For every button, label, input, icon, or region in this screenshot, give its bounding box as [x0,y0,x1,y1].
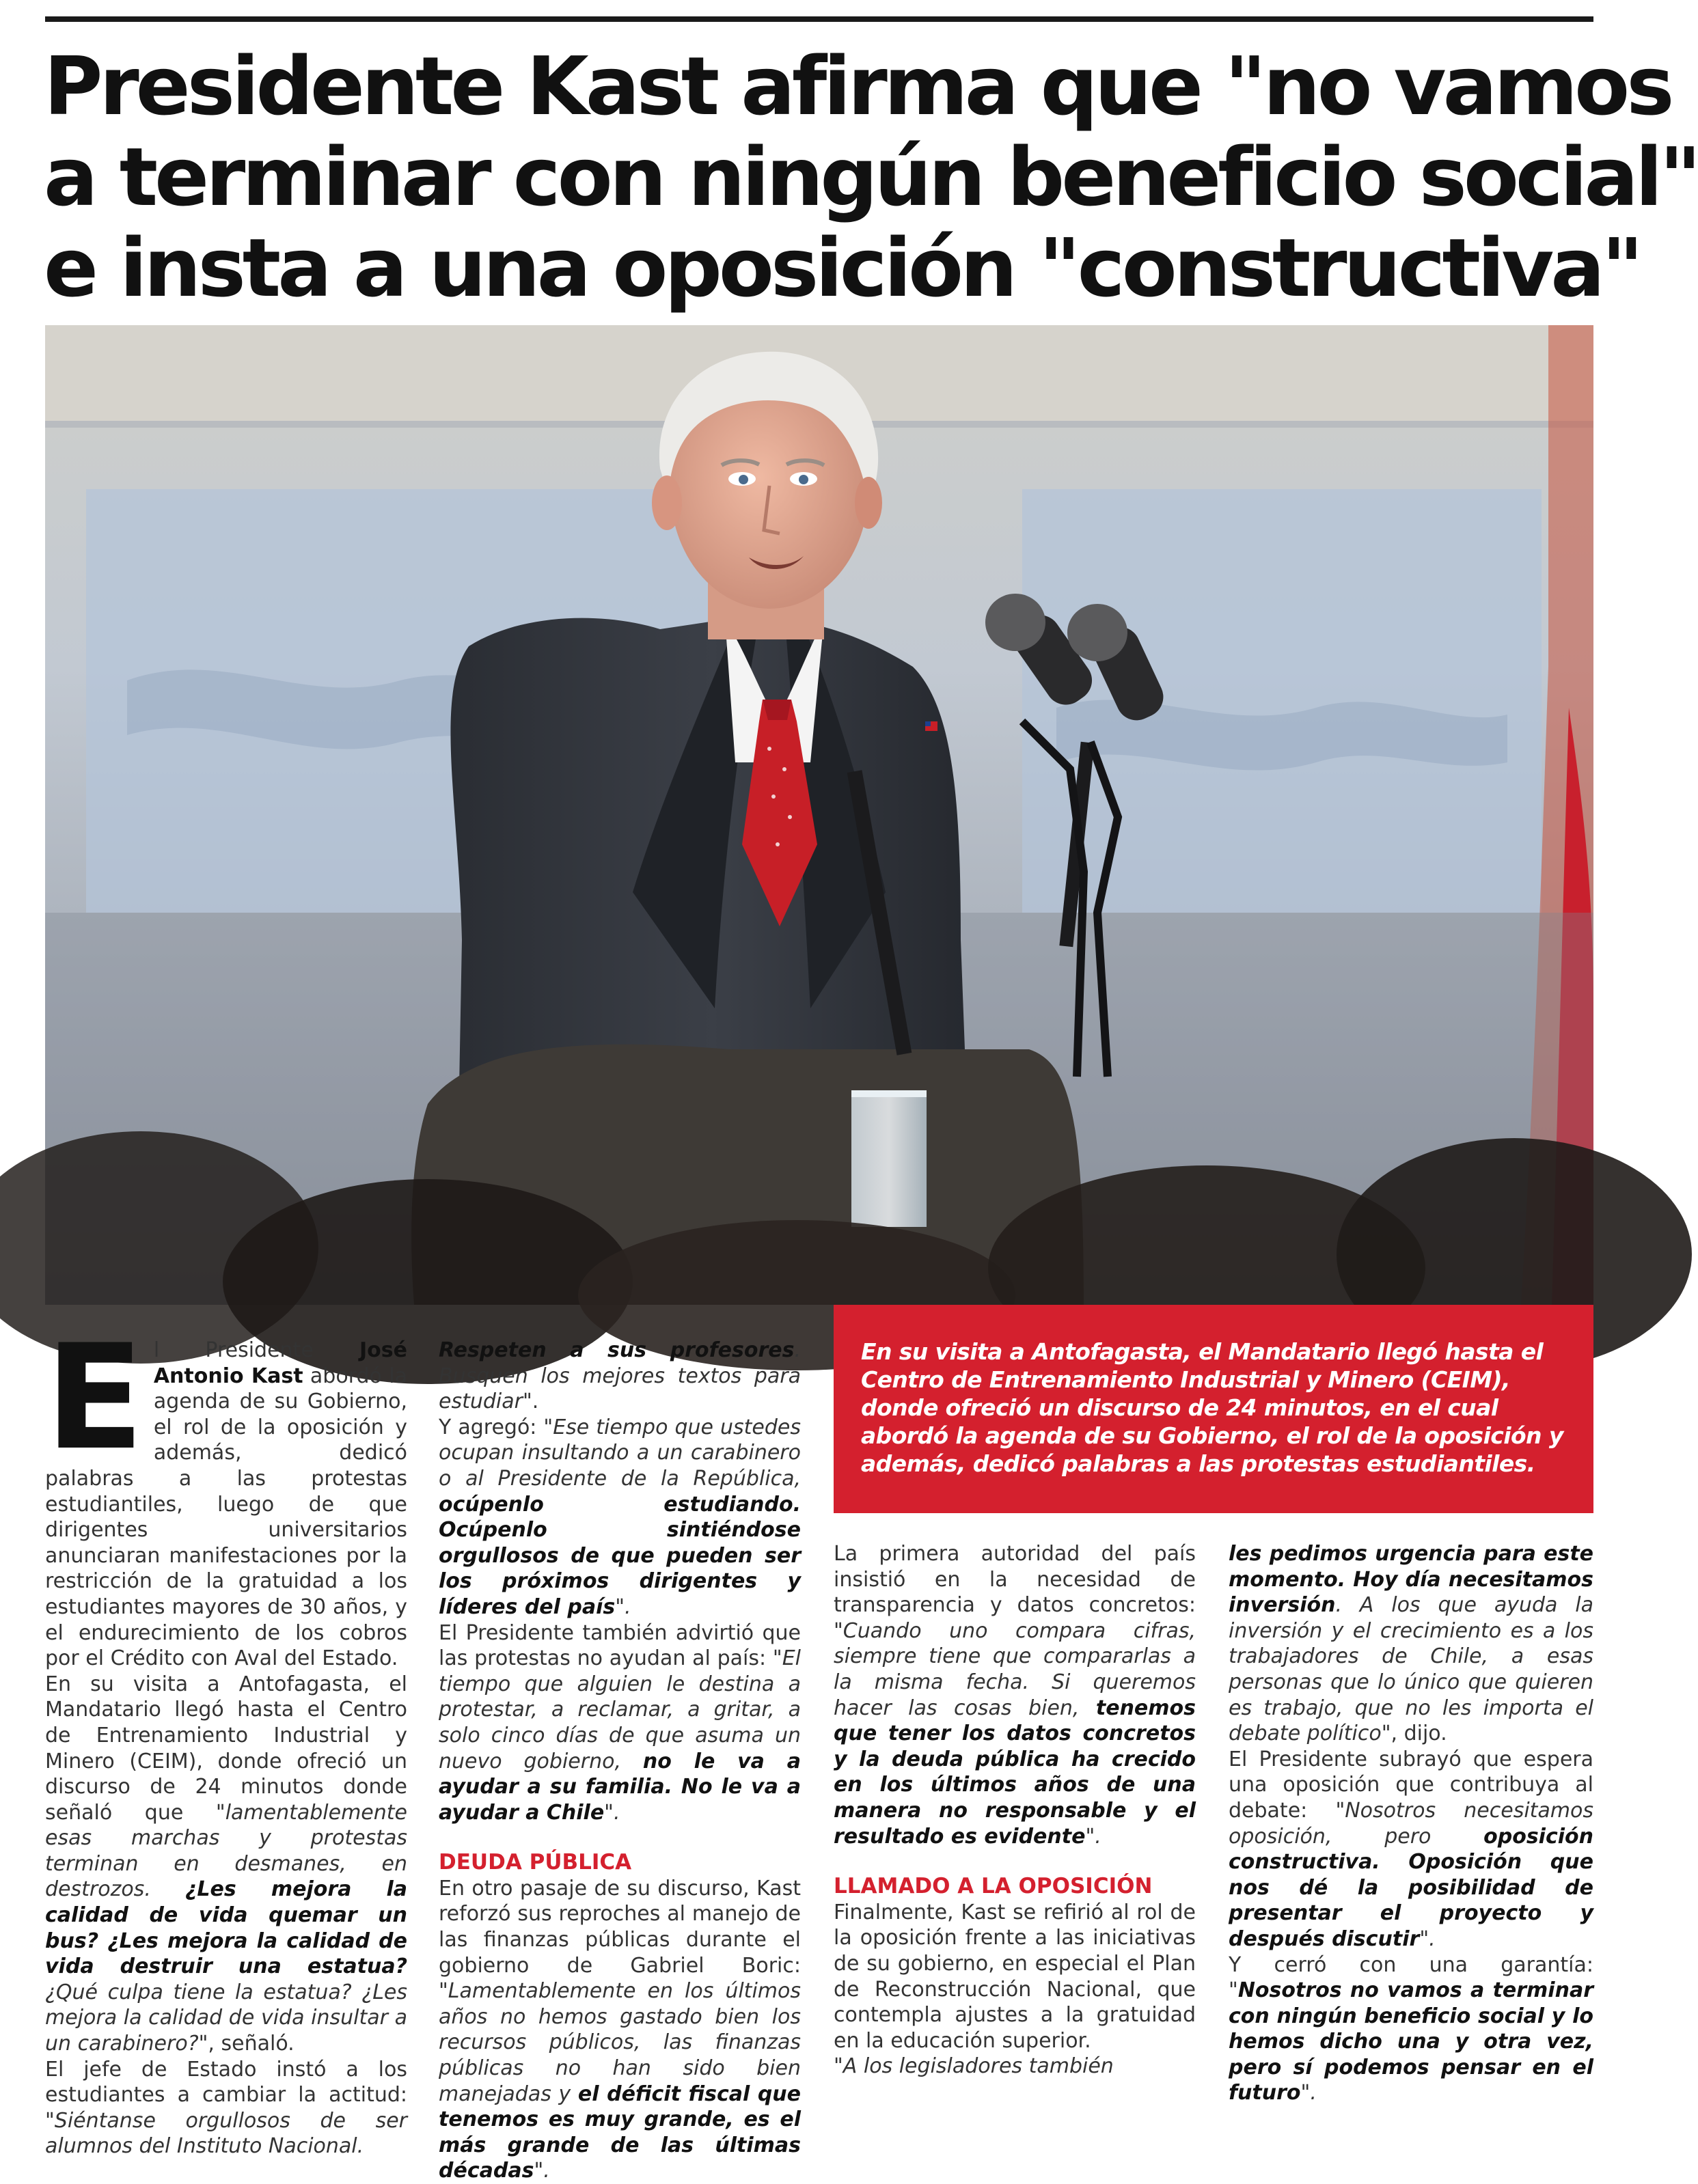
paragraph-3 [45,2057,407,2159]
paragraph-9-cont [1229,1541,1593,1747]
drop-cap: E [45,1313,144,1482]
article-column-4 [1229,1541,1593,2106]
p10-bold-quote: oposición constructiva. Oposición que nos dé la posibilidad de presentar el proyecto y después discutir [1229,1824,1593,1951]
p11-text-a: Y cerró con una garantía: [1229,1952,1593,1977]
p7-text-a: La primera autoridad del país insistió en la necesidad de transparencia y datos concretos: [834,1542,1196,1618]
p6-quote-b: "Lamentablemente en los últimos años no hemos gastado bien los recursos públicos, las finanzas públicas no han sido bien manejadas y [439,1979,801,2106]
p3-quote-b: "Siéntanse orgullosos de ser alumnos del Instituto Nacional. [45,2108,407,2159]
subhead-llamado-oposicion: LLAMADO A LA OPOSICIÓN [834,1874,1153,1899]
p1-text-a: l Presidente [153,1338,360,1362]
p11-quote-b: " [1229,1978,1238,2003]
p10-quote-b: "Nosotros necesitamos oposición, pero [1229,1798,1594,1849]
p2-bold-quote: ¿Les mejora la calidad de vida quemar un bus? ¿Les mejora la calidad de vida destruir una estatua? [45,1877,407,1979]
p9-bold-quote: les pedimos urgencia para este momento. Hoy día necesitamos inversión [1229,1542,1593,1618]
p1-bold-name: José Antonio Kast [153,1338,407,1388]
p5-text-a: El Presidente también advirtió que las protestas no ayudan al país: [439,1620,801,1671]
p5-quote-b: "El tiempo que alguien le destina a protestar, a reclamar, a gritar, a solo cinco días de que asuma un nuevo gobierno, [439,1646,801,1773]
paragraph-8 [834,1900,1196,2054]
paragraph-5 [439,1620,801,1826]
headline-line-3: e insta a una oposición "constructiva" [44,221,1641,315]
p3-quote-d: . Busquen los mejores textos para estudiar" [439,1338,801,1414]
p6-text-a: En otro pasaje de su discurso, Kast reforzó sus reproches al manejo de las finanzas públicas durante el gobierno de Gabriel Boric: [439,1876,801,1978]
p4-quote-d: ". [615,1594,631,1619]
p2-text-e: , señaló. [208,2032,295,2056]
p11-quote-d: ". [1300,2081,1317,2105]
p8-text-a: Finalmente, Kast se refirió al rol de la oposición frente a las iniciativas de su gobierno, en especial el Plan de Reconstrucción Nacional, que contempla ajustes a la gratuidad en la educación superior. [834,1900,1196,2053]
p7-quote-b: "Cuando uno compara cifras, siempre tiene que compararlas a la misma fecha. Si queremos hacer las cosas bien, [834,1618,1196,1720]
p6-bold-quote: el déficit fiscal que tenemos es muy grande, es el más grande de las últimas décadas [439,2082,801,2183]
p4-quote-b: "Ese tiempo que ustedes ocupan insultando a un carabinero o al Presidente de la República, [439,1415,801,1491]
p3-text-a: El jefe de Estado instó a los estudiantes a cambiar la actitud: [45,2057,407,2107]
p3-bold-quote: Respeten a sus profesores [439,1338,795,1362]
main-photo [45,325,1593,1305]
article-column-1 [45,1313,407,2159]
paragraph-9 [834,2054,1196,2079]
paragraph-3-cont [439,1338,801,1415]
paragraph-10 [1229,1747,1593,1952]
p4-bold-quote: ocúpenlo estudiando. Ocúpenlo sintiéndose orgullosos de que pueden ser los próximos dirigentes y líderes del país [439,1492,801,1619]
p9-quote-a: "A los legisladores también [834,2054,1114,2079]
p9-quote-c: . A los que ayuda la inversión y el crecimiento es a los trabajadores de Chile, a esas personas que lo único que quieren es trabajo, que no les importa el debate político" [1229,1593,1593,1746]
p4-text-a: Y agregó: [439,1415,544,1439]
p9-text-d: , dijo. [1391,1722,1447,1746]
subhead-deuda-publica: DEUDA PÚBLICA [439,1850,632,1875]
p1-text-c: abordó la agenda de su Gobierno, el rol de la oposición y además, dedicó palabras a las protestas estudiantiles, luego de que dirigentes universitarios anunciaran manifestaciones por la restricción de la gratuidad a los estudiantes mayores de 30 años, y el endurecimiento de los cobros por el Crédito con Aval del Estado. [45,1364,407,1671]
p2-quote-d: ¿Qué culpa tiene la estatua? ¿Les mejora la calidad de vida insultar a un carabinero?" [45,1980,407,2056]
paragraph-6 [439,1876,801,2184]
headline [44,39,1698,315]
article-column-2 [439,1338,801,2184]
callout-box [834,1305,1593,1513]
callout-text: En su visita a Antofagasta, el Mandatario llegó hasta el Centro de Entrenamiento Industrial y Minero (CEIM), donde ofreció un discurso de 24 minutos, en el cual abordó la agenda de su Gobierno, el rol de la oposición y además, dedicó palabras a las protestas estudiantiles. [861,1338,1563,1477]
paragraph-11 [1229,1952,1593,2107]
p10-text-a: El Presidente subrayó que espera una oposición que contribuya al debate: [1229,1747,1593,1823]
paragraph-4 [439,1415,801,1620]
p2-quote-b: "lamentablemente esas marchas y protestas terminan en desmanes, en destrozos. [45,1800,407,1902]
headline-line-1: Presidente Kast afirma que "no vamos [44,39,1671,133]
p7-bold-quote: tenemos que tener los datos concretos y la deuda pública ha crecido en los últimos años de una manera no responsable y el resultado es evidente [834,1696,1196,1849]
paragraph-7 [834,1541,1196,1849]
article-column-3 [834,1541,1196,2079]
p5-bold-quote: no le va a ayudar a su familia. No le va a ayudar a Chile [439,1749,801,1825]
headline-line-2: a terminar con ningún beneficio social" [44,130,1698,224]
top-rule [45,16,1593,22]
p3-text-e: . [532,1390,539,1414]
p5-quote-d: ". [604,1800,620,1825]
p11-bold-quote: Nosotros no vamos a terminar con ningún beneficio social y lo hemos dicho una y otra vez, pero sí podemos pensar en el futuro [1229,1978,1593,2105]
p7-quote-d: ". [1085,1824,1101,1849]
p6-quote-d: ". [534,2159,550,2183]
p10-quote-d: ". [1419,1926,1436,1951]
paragraph-2 [45,1672,407,2057]
p2-text-a: En su visita a Antofagasta, el Mandatario llegó hasta el Centro de Entrenamiento Industrial y Minero (CEIM), donde ofreció un discurso de 24 minutos donde señaló que [45,1672,407,1825]
